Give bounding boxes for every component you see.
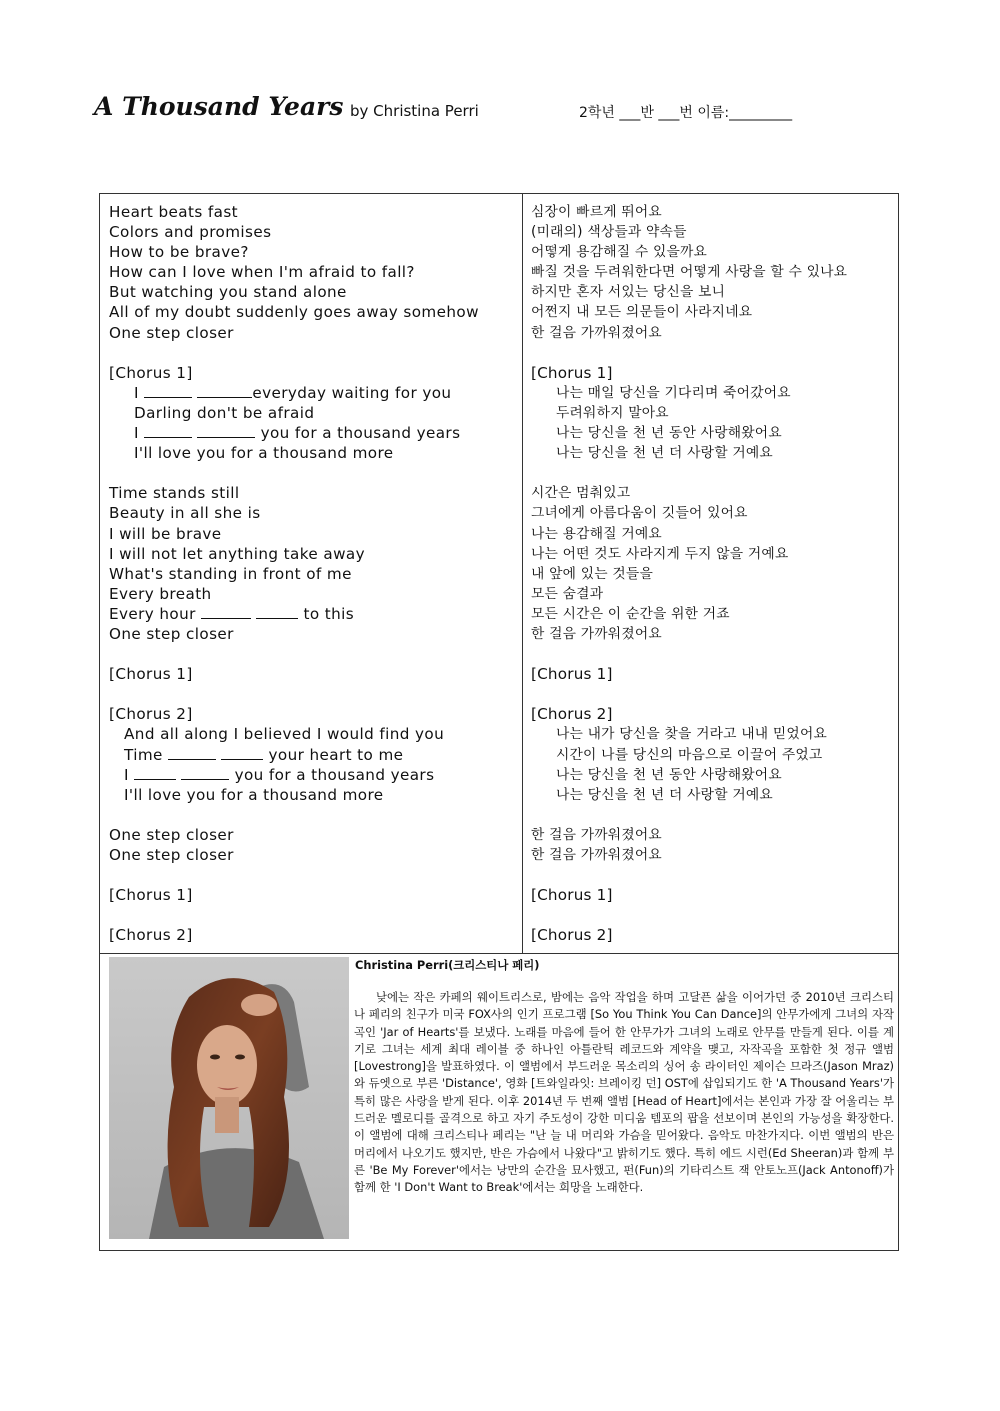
translation-line: 한 걸음 가까워졌어요 xyxy=(531,625,662,642)
korean-lyrics xyxy=(531,202,893,945)
lyric-line: How to be brave? xyxy=(109,243,249,262)
translation-line: 시간은 멈춰있고 xyxy=(531,485,631,502)
worksheet-header xyxy=(94,92,974,132)
translation-line: 한 걸음 가까워졌어요 xyxy=(531,324,662,341)
lyric-line: One step closer xyxy=(109,846,234,864)
lyric-word: to this xyxy=(303,604,355,623)
translation-line: 나는 내가 당신을 찾을 거라고 내내 믿었어요 xyxy=(556,726,828,743)
lyric-line: One step closer xyxy=(109,323,234,342)
fill-blank[interactable] xyxy=(134,766,176,780)
artist-bio xyxy=(354,955,894,1197)
lyric-word: I xyxy=(134,383,139,402)
lyric-line: I will be brave xyxy=(109,524,222,543)
student-info-field: 2학년 ___반 ___번 이름:_________ xyxy=(579,105,793,121)
lyric-line xyxy=(109,383,519,403)
lyric-line xyxy=(109,423,519,443)
translation-line: 나는 어떤 것도 사라지게 두지 않을 거예요 xyxy=(531,545,789,562)
translation-line: 모든 시간은 이 순간을 위한 거죠 xyxy=(531,605,730,622)
fill-blank[interactable] xyxy=(197,384,252,398)
translation-line: 두려워하지 말아요 xyxy=(556,404,669,421)
chorus-label: [Chorus 1] xyxy=(531,665,613,684)
lyric-line: What's standing in front of me xyxy=(109,564,352,583)
lyric-word: Every hour xyxy=(109,604,196,623)
lyric-line: Heart beats fast xyxy=(109,203,239,221)
translation-line: 내 앞에 있는 것들을 xyxy=(531,565,653,582)
translation-line: 나는 당신을 천 년 더 사랑할 거예요 xyxy=(556,445,773,462)
translation-line: 나는 당신을 천 년 동안 사랑해왔어요 xyxy=(556,425,782,442)
chorus-label: [Chorus 2] xyxy=(109,926,193,945)
lyric-line: Time stands still xyxy=(109,484,240,503)
chorus-label: [Chorus 2] xyxy=(109,705,193,724)
lyric-word: I xyxy=(134,424,139,443)
row-divider xyxy=(100,953,898,954)
lyric-word: I xyxy=(124,765,129,784)
translation-line: 빠질 것을 두려워한다면 어떻게 사랑을 할 수 있나요 xyxy=(531,264,848,281)
chorus-label: [Chorus 1] xyxy=(109,363,193,382)
chorus-label: [Chorus 1] xyxy=(109,886,193,905)
translation-line: 나는 매일 당신을 기다리며 죽어갔어요 xyxy=(556,384,791,401)
artist-photo xyxy=(109,957,349,1239)
fill-blank[interactable] xyxy=(197,424,255,438)
fill-blank[interactable] xyxy=(201,605,251,619)
lyrics-table xyxy=(99,193,899,1251)
lyric-line: Colors and promises xyxy=(109,223,272,242)
lyric-line: I'll love you for a thousand more xyxy=(124,785,384,804)
translation-line: (미래의) 색상들과 약속들 xyxy=(531,224,687,241)
fill-blank[interactable] xyxy=(256,605,298,619)
bio-title: Christina Perri(크리스티나 페리) xyxy=(355,958,540,972)
lyric-line: Every breath xyxy=(109,584,212,603)
translation-line: 나는 당신을 천 년 동안 사랑해왔어요 xyxy=(556,766,782,783)
artist-credit: by Christina Perri xyxy=(350,102,479,120)
lyric-line: I will not let anything take away xyxy=(109,544,365,563)
lyric-line xyxy=(109,745,519,765)
lyric-word: you for a thousand years xyxy=(260,424,461,443)
song-title: A Thousand Years xyxy=(94,92,344,121)
translation-line: 그녀에게 아름다움이 깃들어 있어요 xyxy=(531,505,748,522)
translation-line: 나는 당신을 천 년 더 사랑할 거예요 xyxy=(556,786,773,803)
fill-blank[interactable] xyxy=(168,746,216,760)
english-lyrics xyxy=(109,202,519,945)
fill-blank[interactable] xyxy=(144,384,192,398)
lyric-line: One step closer xyxy=(109,624,234,643)
lyric-line xyxy=(109,604,519,624)
chorus-label: [Chorus 1] xyxy=(531,886,613,905)
lyric-line: How can I love when I'm afraid to fall? xyxy=(109,263,415,282)
chorus-label: [Chorus 1] xyxy=(531,363,613,382)
translation-line: 심장이 빠르게 뛰어요 xyxy=(531,204,662,220)
lyric-line: I'll love you for a thousand more xyxy=(134,444,394,463)
fill-blank[interactable] xyxy=(221,746,263,760)
lyric-line: Darling don't be afraid xyxy=(134,403,315,422)
translation-line: 어떻게 용감해질 수 있을까요 xyxy=(531,244,708,261)
lyric-word: everyday waiting for you xyxy=(252,383,452,402)
lyric-line xyxy=(109,765,519,785)
chorus-label: [Chorus 1] xyxy=(109,665,193,684)
lyric-line: Beauty in all she is xyxy=(109,504,261,523)
lyric-line: All of my doubt suddenly goes away somehow xyxy=(109,303,479,322)
translation-line: 한 걸음 가까워졌어요 xyxy=(531,847,662,863)
lyric-line: And all along I believed I would find you xyxy=(124,725,445,744)
column-divider xyxy=(522,194,523,953)
chorus-label: [Chorus 2] xyxy=(531,705,613,724)
translation-line: 어쩐지 내 모든 의문들이 사라지네요 xyxy=(531,304,753,321)
lyric-line: But watching you stand alone xyxy=(109,283,347,302)
lyric-word: you for a thousand years xyxy=(234,765,435,784)
chorus-label: [Chorus 2] xyxy=(531,926,613,945)
translation-line: 하지만 혼자 서있는 당신을 보니 xyxy=(531,284,726,301)
lyric-line: One step closer xyxy=(109,825,234,844)
lyric-word: Time xyxy=(124,745,163,764)
bio-text: 낮에는 작은 카페의 웨이트리스로, 밤에는 음악 작업을 하며 고달픈 삶을 이어가던 중 2010년 크리스티나 페리의 친구가 미국 FOX사의 인기 프로그램 [So You Think You Can Dance]의 안무가에게 그녀의 자작곡인 'Jar of Hearts'를 보냈다. 노래를 마음에 들어 한 안무가가 그녀의 노래로 안무를 만들게 된다. 이를 계기로 그녀는 세계 최대 레이블 중 하나인 아틀란틱 레코드와 계약을 맺고, 자작곡을 포함한 첫 정규 앨범 [Lovestrong]을 발표하였다. 이 앨범에서 부드러운 목소리의 싱어 송 라이터인 제이슨 므라즈(Jason Mraz)와 듀엣으로 부른 'Distance', 영화 [트와일라잇: 브레이킹 던] OST에 삽입되기도 한 'A Thousand Years'가 특히 많은 사랑을 받게 된다. 이후 2014년 두 번째 앨범 [Head of Heart]에서는 본인과 가장 잘 어울리는 부드러운 멜로디를 골격으로 하고 자기 주도성이 강한 미디움 템포의 팝을 선보이며 본인의 가능성을 확장한다. 이 앨범에 대해 크리스티나 페리는 "난 늘 내 머리와 가슴을 믿어왔다. 음악도 마찬가지다. 이번 앨범의 반은 머리에서 나오기도 했지만, 반은 가슴에서 나왔다"고 밝히기도 했다. 특히 에드 시런(Ed Sheeran)과 함께 부른 'Be My Forever'에서는 낭만의 순간을 묘사했고, 펀(Fun)의 기타리스트 잭 안토노프(Jack Antonoff)가 함께 한 'I Don't Want to Break'에서는 희망을 노래한다. xyxy=(354,990,894,1195)
translation-line: 나는 용감해질 거예요 xyxy=(531,525,662,542)
translation-line: 시간이 나를 당신의 마음으로 이끌어 주었고 xyxy=(556,746,823,763)
translation-line: 한 걸음 가까워졌어요 xyxy=(531,826,662,843)
translation-line: 모든 숨결과 xyxy=(531,585,604,602)
lyric-word: your heart to me xyxy=(268,745,404,764)
fill-blank[interactable] xyxy=(181,766,229,780)
fill-blank[interactable] xyxy=(144,424,192,438)
